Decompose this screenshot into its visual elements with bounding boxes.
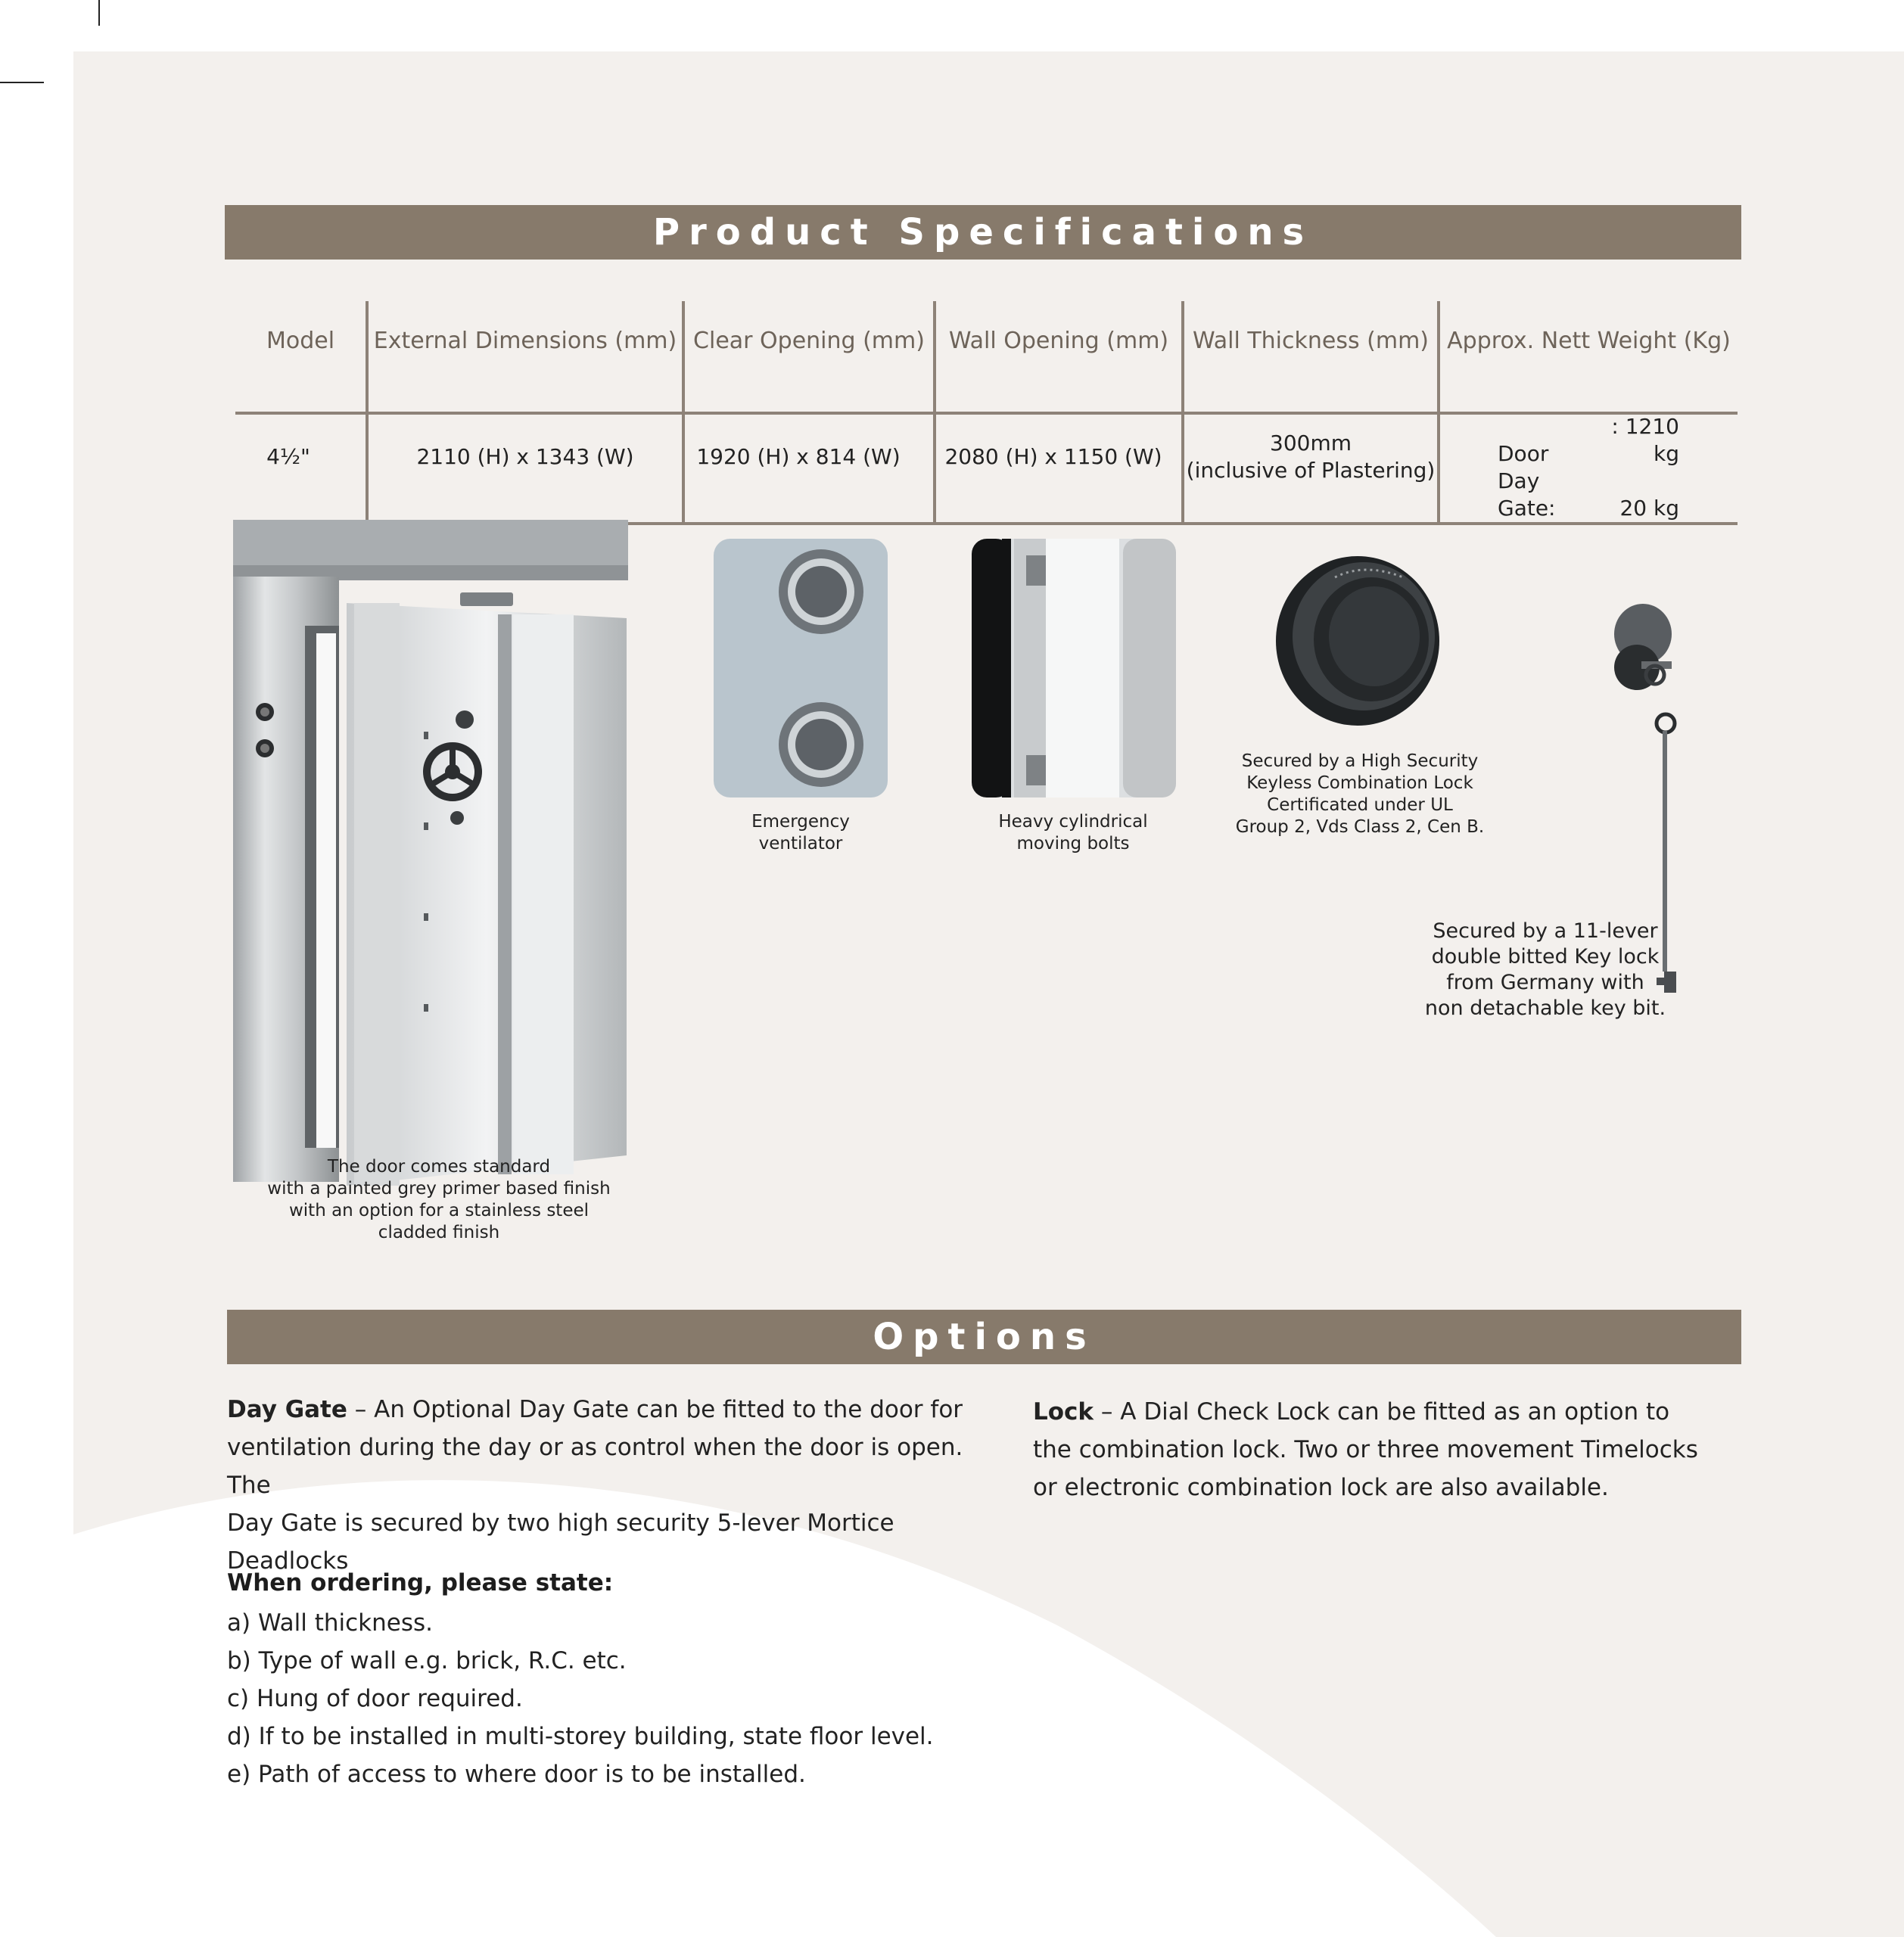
header-wall-thickness: Wall Thickness (mm): [1193, 328, 1429, 354]
lock-label: Lock: [1033, 1398, 1094, 1426]
caption-key-lock: Secured by a 11-lever double bitted Key lock from Germany with non detachable key bit.: [1424, 919, 1666, 1020]
cell-wall-opening: 2080 (H) x 1150 (W): [944, 444, 1162, 469]
weight-door: Door: 1210 kg: [1498, 414, 1679, 466]
caption-door: The door comes standard with a painted grey primer based finish with an option for a stainless steel cladded finish: [267, 1157, 611, 1242]
product-specifications-title: Product Specifications: [225, 205, 1741, 260]
header-clear-opening: Clear Opening (mm): [693, 328, 925, 354]
header-model: Model: [266, 328, 335, 354]
cell-wall-thickness: [1184, 413, 1437, 501]
list-item: e) Path of access to where door is to be installed.: [227, 1761, 806, 1788]
wall-thickness-note: (inclusive of Plastering): [1186, 458, 1436, 483]
cell-model: 4½": [266, 444, 310, 469]
header-wall-opening: Wall Opening (mm): [948, 328, 1169, 354]
list-item: d) If to be installed in multi-storey building, state floor level.: [227, 1723, 934, 1750]
wall-thickness-value: 300mm: [1270, 431, 1352, 455]
list-item: a) Wall thickness.: [227, 1609, 433, 1637]
option-lock: Lock – A Dial Check Lock can be fitted as an option to the combination lock. Two or three movement Timelocks or electronic combination lock are also available.: [1033, 1398, 1698, 1501]
crop-mark-horizontal: [0, 82, 44, 83]
options-title: Options: [227, 1310, 1741, 1364]
ventilator-image: [714, 539, 888, 797]
ordering-title: When ordering, please state:: [227, 1569, 614, 1597]
vault-door-image: [233, 520, 633, 1186]
crop-mark-vertical: [98, 0, 100, 26]
header-external-dimensions: External Dimensions (mm): [373, 328, 677, 354]
list-item: c) Hung of door required.: [227, 1685, 523, 1712]
caption-bolts: Heavy cylindrical moving bolts: [998, 812, 1148, 853]
header-nett-weight: Approx. Nett Weight (Kg): [1447, 328, 1731, 354]
day-gate-label: Day Gate: [227, 1396, 347, 1423]
specifications-table: [235, 301, 1738, 525]
weight-day-gate: Day Gate: 20 kg: [1498, 468, 1679, 521]
cell-external-dimensions: 2110 (H) x 1343 (W): [416, 444, 634, 469]
ordering-list: [227, 1604, 934, 1793]
combination-lock-image: [1274, 547, 1444, 727]
page-panel: [73, 51, 1904, 1937]
cell-nett-weight: [1440, 413, 1738, 521]
option-day-gate: Day Gate – An Optional Day Gate can be fitted to the door for ventilation during the day or as control when the door is open. The Day Gate is secured by two high security 5-lever Mortice Deadlocks: [227, 1396, 963, 1575]
caption-combination-lock: Secured by a High Security Keyless Combination Lock Certificated under UL Group 2, Vds Class 2, Cen B.: [1235, 751, 1485, 837]
caption-ventilator: Emergency ventilator: [751, 812, 850, 853]
list-item: b) Type of wall e.g. brick, R.C. etc.: [227, 1647, 627, 1674]
cell-clear-opening: 1920 (H) x 814 (W): [696, 444, 901, 469]
bolts-image: [972, 539, 1176, 797]
